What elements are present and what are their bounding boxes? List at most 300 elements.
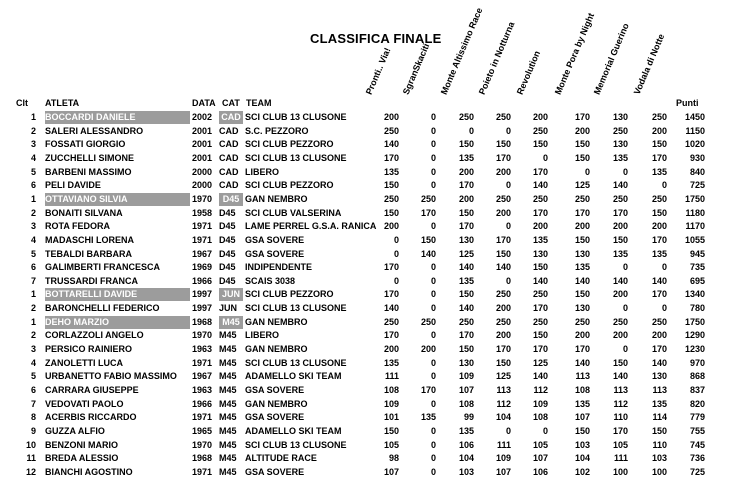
points-cell: 1230 — [684, 344, 705, 355]
score-cell: 200 — [612, 330, 628, 341]
score-cell: 112 — [613, 398, 628, 409]
category-cell: CAD — [219, 152, 239, 163]
score-cell: 135 — [612, 152, 628, 163]
race-header-label: Monte Pora by Night — [552, 11, 597, 96]
score-cell: 0 — [542, 152, 548, 163]
table-row — [0, 234, 741, 248]
score-cell: 109 — [383, 398, 399, 409]
score-cell: 150 — [532, 262, 548, 273]
table-row — [0, 193, 741, 207]
score-cell: 130 — [574, 248, 590, 259]
score-cell: 200 — [574, 125, 590, 136]
score-cell: 107 — [383, 466, 399, 477]
year-cell: 2000 — [192, 180, 213, 191]
score-cell: 200 — [651, 221, 667, 232]
score-cell: 250 — [420, 193, 436, 204]
score-cell: 113 — [496, 385, 511, 395]
race-header-label: Revolution — [514, 49, 543, 96]
points-cell: 695 — [689, 275, 705, 286]
score-cell: 170 — [651, 344, 667, 355]
rank-cell: 5 — [30, 248, 36, 259]
points-cell: 745 — [689, 439, 705, 450]
team-cell: S.C. PEZZORO — [245, 125, 309, 136]
score-cell: 98 — [388, 453, 399, 464]
score-cell: 0 — [430, 439, 436, 450]
score-cell: 250 — [495, 289, 511, 300]
points-cell: 945 — [689, 248, 705, 259]
score-cell: 0 — [661, 303, 667, 314]
score-cell: 99 — [463, 412, 474, 423]
score-cell: 150 — [458, 207, 474, 218]
team-cell: SCI CLUB PEZZORO — [245, 180, 334, 191]
score-cell: 150 — [458, 344, 474, 355]
score-cell: 135 — [651, 398, 667, 409]
table-row — [0, 398, 741, 412]
score-cell: 0 — [661, 262, 667, 273]
score-cell: 140 — [458, 303, 474, 314]
table-row — [0, 220, 741, 234]
score-cell: 250 — [612, 193, 628, 204]
points-cell: 780 — [689, 303, 705, 314]
year-cell: 1971 — [192, 221, 213, 232]
score-cell: 170 — [495, 344, 511, 355]
team-cell: SCI CLUB 13 CLUSONE — [245, 357, 347, 368]
category-cell: M45 — [219, 398, 237, 409]
athlete-cell: VEDOVATI PAOLO — [45, 398, 124, 409]
score-cell: 200 — [420, 344, 436, 355]
athlete-cell: DEHO MARZIO — [45, 316, 190, 329]
team-cell: GAN NEMBRO — [245, 344, 308, 355]
score-cell: 108 — [574, 385, 590, 395]
score-cell: 150 — [495, 248, 511, 259]
category-cell: M45 — [219, 412, 237, 423]
score-cell: 200 — [495, 166, 511, 177]
score-cell: 170 — [420, 207, 436, 218]
score-cell: 135 — [574, 398, 590, 409]
score-cell: 250 — [651, 112, 667, 122]
points-cell: 1055 — [684, 234, 705, 245]
table-row — [0, 166, 741, 180]
score-cell: 250 — [383, 193, 399, 204]
athlete-cell: MADASCHI LORENA — [45, 234, 134, 245]
score-cell: 250 — [574, 193, 590, 204]
year-cell: 2002 — [192, 112, 213, 122]
score-cell: 150 — [651, 425, 667, 436]
score-cell: 250 — [383, 316, 399, 327]
category-cell: M45 — [219, 316, 243, 329]
score-cell: 150 — [383, 180, 399, 191]
score-cell: 104 — [458, 453, 474, 464]
athlete-cell: TRUSSARDI FRANCA — [45, 275, 138, 286]
score-cell: 140 — [420, 248, 436, 259]
score-cell: 0 — [661, 180, 667, 191]
category-cell: D45 — [219, 193, 243, 206]
category-cell: CAD — [219, 166, 239, 177]
year-cell: 1970 — [192, 439, 213, 450]
score-cell: 113 — [575, 371, 590, 382]
year-cell: 1965 — [192, 425, 213, 436]
athlete-cell: BIANCHI AGOSTINO — [45, 466, 133, 477]
score-cell: 170 — [495, 234, 511, 245]
score-cell: 113 — [613, 385, 628, 395]
category-cell: D45 — [219, 207, 236, 218]
score-cell: 170 — [383, 262, 399, 273]
score-cell: 140 — [574, 357, 590, 368]
table-row — [0, 275, 741, 289]
points-cell: 837 — [689, 385, 705, 395]
score-cell: 200 — [532, 112, 548, 122]
category-cell: D45 — [219, 221, 236, 232]
score-cell: 150 — [495, 357, 511, 368]
points-cell: 970 — [689, 357, 705, 368]
race-header-label: Poieto in Notturna — [476, 20, 517, 96]
score-cell: 140 — [612, 275, 628, 286]
score-cell: 0 — [430, 289, 436, 300]
table-row — [0, 411, 741, 425]
score-cell: 250 — [495, 112, 511, 122]
header-points: Punti — [676, 98, 699, 108]
rank-cell: 5 — [30, 371, 36, 382]
score-cell: 109 — [495, 453, 511, 464]
score-cell: 170 — [532, 166, 548, 177]
team-cell: GAN NEMBRO — [245, 316, 308, 327]
table-row — [0, 439, 741, 453]
rank-cell: 1 — [30, 112, 36, 122]
year-cell: 2000 — [192, 166, 213, 177]
score-cell: 170 — [651, 289, 667, 300]
category-cell: M45 — [219, 371, 237, 382]
score-cell: 250 — [458, 316, 474, 327]
score-cell: 170 — [612, 207, 628, 218]
score-cell: 135 — [458, 425, 474, 436]
score-cell: 0 — [430, 180, 436, 191]
score-cell: 0 — [430, 303, 436, 314]
score-cell: 111 — [384, 371, 399, 382]
category-cell: CAD — [219, 180, 239, 191]
score-cell: 0 — [622, 303, 628, 314]
score-cell: 135 — [651, 166, 667, 177]
score-cell: 0 — [430, 275, 436, 286]
score-cell: 130 — [532, 248, 548, 259]
score-cell: 103 — [574, 439, 590, 450]
score-cell: 135 — [532, 234, 548, 245]
points-cell: 1170 — [685, 221, 705, 232]
score-cell: 250 — [532, 316, 548, 327]
header-athlete: ATLETA — [45, 98, 80, 108]
score-cell: 0 — [505, 221, 511, 232]
team-cell: SCAIS 3038 — [245, 275, 296, 286]
score-cell: 0 — [622, 344, 628, 355]
race-header-label: Pronti.. Via! — [363, 46, 393, 96]
score-cell: 125 — [532, 357, 548, 368]
category-cell: M45 — [219, 357, 237, 368]
athlete-cell: BENZONI MARIO — [45, 439, 118, 450]
year-cell: 1963 — [192, 344, 213, 355]
team-cell: SCI CLUB VALSERINA — [245, 207, 342, 218]
page-title: CLASSIFICA FINALE — [310, 31, 442, 46]
score-cell: 112 — [496, 398, 511, 409]
year-cell: 1971 — [192, 466, 213, 477]
score-cell: 105 — [532, 439, 548, 450]
score-cell: 170 — [532, 207, 548, 218]
score-cell: 101 — [383, 412, 399, 423]
score-cell: 170 — [532, 344, 548, 355]
category-cell: D45 — [219, 262, 236, 273]
category-cell: CAD — [219, 111, 243, 124]
points-cell: 755 — [689, 425, 705, 436]
year-cell: 2001 — [192, 139, 213, 150]
table-row — [0, 125, 741, 139]
score-cell: 170 — [574, 207, 590, 218]
score-cell: 110 — [652, 439, 667, 450]
score-cell: 130 — [612, 139, 628, 150]
score-cell: 200 — [612, 289, 628, 300]
score-cell: 200 — [574, 221, 590, 232]
score-cell: 0 — [430, 453, 436, 464]
rank-cell: 1 — [30, 289, 36, 300]
race-header-label: Monte Altissimo Race — [438, 6, 485, 96]
year-cell: 1970 — [192, 193, 213, 204]
category-cell: JUN — [219, 303, 238, 314]
category-cell: M45 — [219, 466, 237, 477]
score-cell: 150 — [612, 357, 628, 368]
team-cell: INDIPENDENTE — [245, 262, 313, 273]
score-cell: 140 — [383, 303, 399, 314]
category-cell: CAD — [219, 125, 239, 136]
team-cell: ALTITUDE RACE — [245, 453, 317, 464]
team-cell: SCI CLUB 13 CLUSONE — [245, 439, 347, 450]
athlete-cell: BONAITI SILVANA — [45, 207, 123, 218]
rank-cell: 3 — [30, 344, 36, 355]
score-cell: 170 — [532, 303, 548, 314]
score-cell: 150 — [420, 234, 436, 245]
category-cell: M45 — [219, 439, 237, 450]
points-cell: 840 — [689, 166, 705, 177]
category-cell: M45 — [219, 330, 237, 341]
score-cell: 0 — [505, 125, 511, 136]
table-row — [0, 302, 741, 316]
score-cell: 135 — [458, 275, 474, 286]
year-cell: 1971 — [192, 412, 213, 423]
score-cell: 111 — [613, 453, 628, 464]
score-cell: 135 — [383, 166, 399, 177]
athlete-cell: BARONCHELLI FEDERICO — [45, 303, 160, 314]
year-cell: 1969 — [192, 262, 213, 273]
athlete-cell: GALIMBERTI FRANCESCA — [45, 262, 160, 273]
points-cell: 1340 — [684, 289, 705, 300]
score-cell: 150 — [383, 425, 399, 436]
rank-cell: 1 — [30, 316, 36, 327]
score-cell: 200 — [383, 344, 399, 355]
athlete-cell: ZANOLETTI LUCA — [45, 357, 123, 368]
score-cell: 135 — [458, 152, 474, 163]
team-cell: LIBERO — [245, 166, 280, 177]
score-cell: 140 — [532, 180, 548, 191]
score-cell: 200 — [495, 330, 511, 341]
category-cell: D45 — [219, 275, 236, 286]
score-cell: 100 — [651, 466, 667, 477]
score-cell: 109 — [458, 371, 474, 382]
points-cell: 1750 — [684, 316, 705, 327]
score-cell: 200 — [383, 221, 399, 232]
score-cell: 0 — [430, 398, 436, 409]
year-cell: 1971 — [192, 357, 213, 368]
score-cell: 107 — [458, 385, 474, 395]
score-cell: 0 — [430, 152, 436, 163]
rank-cell: 4 — [30, 234, 36, 245]
table-row — [0, 370, 741, 384]
score-cell: 106 — [458, 439, 474, 450]
athlete-cell: BREDA ALESSIO — [45, 453, 119, 464]
rank-cell: 12 — [25, 466, 36, 477]
score-cell: 0 — [393, 234, 399, 245]
year-cell: 2001 — [192, 152, 213, 163]
score-cell: 0 — [622, 262, 628, 273]
athlete-cell: PELI DAVIDE — [45, 180, 101, 191]
table-row — [0, 207, 741, 221]
score-cell: 0 — [622, 166, 628, 177]
race-header-label: SgranSkaciti — [400, 41, 432, 96]
score-cell: 130 — [574, 303, 590, 314]
athlete-cell: BOCCARDI DANIELE — [45, 111, 190, 124]
table-row — [0, 111, 741, 125]
team-cell: GSA SOVERE — [245, 248, 305, 259]
athlete-cell: CARRARA GIUSEPPE — [45, 385, 139, 395]
score-cell: 130 — [458, 234, 474, 245]
header-clt: Clt — [16, 98, 28, 108]
score-cell: 135 — [612, 248, 628, 259]
score-cell: 140 — [383, 139, 399, 150]
year-cell: 1997 — [192, 289, 213, 300]
score-cell: 250 — [420, 316, 436, 327]
score-cell: 108 — [458, 398, 474, 409]
score-cell: 107 — [532, 453, 548, 464]
score-cell: 150 — [574, 289, 590, 300]
score-cell: 200 — [458, 166, 474, 177]
rank-cell: 3 — [30, 139, 36, 150]
category-cell: D45 — [219, 234, 236, 245]
points-cell: 735 — [689, 262, 705, 273]
category-cell: M45 — [219, 453, 237, 464]
points-cell: 1450 — [684, 112, 705, 122]
score-cell: 0 — [430, 125, 436, 136]
points-cell: 725 — [689, 180, 705, 191]
year-cell: 1967 — [192, 371, 213, 382]
rank-cell: 11 — [26, 453, 36, 464]
score-cell: 170 — [574, 344, 590, 355]
score-cell: 0 — [430, 139, 436, 150]
athlete-cell: TEBALDI BARBARA — [45, 248, 132, 259]
rank-cell: 2 — [30, 207, 36, 218]
rank-cell: 7 — [30, 275, 36, 286]
table-row — [0, 466, 741, 480]
score-cell: 0 — [430, 357, 436, 368]
score-cell: 130 — [651, 371, 667, 382]
score-cell: 200 — [651, 125, 667, 136]
score-cell: 250 — [612, 125, 628, 136]
score-cell: 125 — [574, 180, 590, 191]
rank-cell: 2 — [30, 303, 36, 314]
points-cell: 779 — [689, 412, 705, 423]
score-cell: 200 — [495, 207, 511, 218]
score-cell: 125 — [458, 248, 474, 259]
score-cell: 200 — [532, 221, 548, 232]
score-cell: 107 — [574, 412, 590, 423]
score-cell: 108 — [383, 385, 399, 395]
score-cell: 140 — [532, 275, 548, 286]
points-cell: 736 — [689, 453, 705, 464]
rank-cell: 1 — [30, 193, 36, 204]
score-cell: 109 — [532, 398, 548, 409]
score-cell: 113 — [652, 385, 667, 395]
score-cell: 250 — [458, 112, 474, 122]
points-cell: 725 — [689, 466, 705, 477]
score-cell: 170 — [651, 234, 667, 245]
score-cell: 170 — [383, 152, 399, 163]
rank-cell: 8 — [30, 412, 36, 423]
team-cell: SCI CLUB 13 CLUSONE — [245, 303, 347, 314]
score-cell: 112 — [533, 385, 548, 395]
points-cell: 1150 — [685, 125, 705, 136]
score-cell: 104 — [495, 412, 511, 423]
score-cell: 140 — [532, 371, 548, 382]
score-cell: 170 — [458, 330, 474, 341]
year-cell: 1971 — [192, 234, 213, 245]
athlete-cell: ZUCCHELLI SIMONE — [45, 152, 134, 163]
score-cell: 0 — [542, 425, 548, 436]
score-cell: 170 — [612, 425, 628, 436]
points-cell: 930 — [689, 152, 705, 163]
score-cell: 135 — [383, 357, 399, 368]
score-cell: 103 — [651, 453, 667, 464]
score-cell: 150 — [651, 139, 667, 150]
score-cell: 0 — [430, 466, 436, 477]
category-cell: CAD — [219, 139, 239, 150]
table-row — [0, 138, 741, 152]
team-cell: SCI CLUB PEZZORO — [245, 289, 334, 300]
year-cell: 1958 — [192, 207, 213, 218]
points-cell: 820 — [689, 398, 705, 409]
score-cell: 130 — [458, 357, 474, 368]
points-cell: 1020 — [684, 139, 705, 150]
team-cell: GSA SOVERE — [245, 466, 305, 477]
score-cell: 125 — [495, 371, 511, 382]
score-cell: 106 — [532, 466, 548, 477]
team-cell: GSA SOVERE — [245, 385, 305, 395]
score-cell: 250 — [495, 316, 511, 327]
category-cell: M45 — [219, 385, 237, 395]
score-cell: 0 — [430, 166, 436, 177]
rank-cell: 4 — [30, 152, 36, 163]
score-cell: 150 — [495, 139, 511, 150]
score-cell: 0 — [468, 125, 474, 136]
score-cell: 135 — [420, 412, 436, 423]
score-cell: 0 — [430, 262, 436, 273]
year-cell: 1968 — [192, 453, 213, 464]
year-cell: 1966 — [192, 275, 213, 286]
score-cell: 107 — [495, 466, 511, 477]
points-cell: 1750 — [684, 193, 705, 204]
table-row — [0, 248, 741, 262]
athlete-cell: FOSSATI GIORGIO — [45, 139, 126, 150]
score-cell: 200 — [458, 193, 474, 204]
score-cell: 0 — [430, 425, 436, 436]
athlete-cell: ROTA FEDORA — [45, 221, 110, 232]
category-cell: M45 — [219, 425, 237, 436]
category-cell: M45 — [219, 344, 237, 355]
table-row — [0, 343, 741, 357]
score-cell: 250 — [574, 316, 590, 327]
